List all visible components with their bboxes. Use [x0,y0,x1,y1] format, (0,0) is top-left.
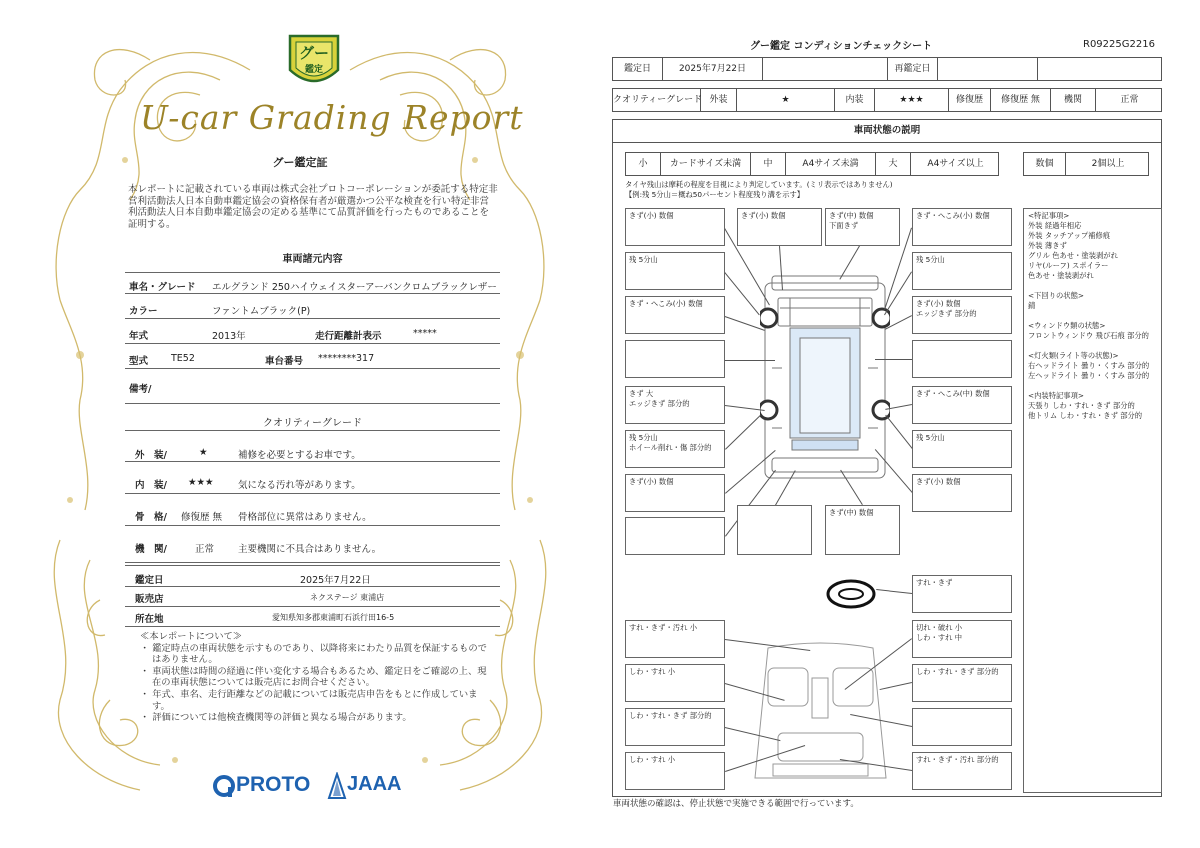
condition-line-1: 残 5分山 [916,433,945,442]
count-label: 数個 [1024,153,1066,175]
condition-box [912,208,1012,246]
size-small-desc: カードサイズ未満 [661,153,751,175]
condition-box [912,575,1012,613]
condition-line-1: しわ・すれ・きず 部分的 [916,667,999,676]
name-label: 車名・グレード [129,282,196,293]
condition-box [912,430,1012,468]
size-legend [625,152,999,176]
condition-box [625,340,725,378]
remarks-label: 備考/ [129,384,152,395]
date-empty [763,58,888,80]
grade-row-frame [125,494,500,526]
quality-grade-row [612,88,1162,112]
int-value: ★★★ [875,89,949,111]
mileage-label: 走行距離計表示 [315,331,382,342]
note-item-3: ・ 年式、車名、走行距離などの記載については販売店申告をもとに作成しています。 [140,688,478,712]
footer-logos [212,770,412,800]
year-label: 年式 [129,331,149,342]
tire-note-2: 【例:残 5分山＝概ね50パーセント程度残り溝を示す】 [625,190,805,199]
grade-row-interior [125,462,500,494]
special-note-line: 色あせ・塗装剥がれ [1028,271,1094,280]
goo-kantei-badge [286,30,342,92]
condition-line-1: すれ・きず・汚れ 部分的 [916,755,999,764]
special-note-line: 他トリム しわ・すれ・きず 部分的 [1028,411,1143,420]
tire-note-1: タイヤ残山は摩耗の程度を目視により判定しています。(ミリ表示ではありません) [625,180,893,189]
condition-line-1: きず(小) 数個 [629,211,674,220]
engine-label: 機関 [1051,89,1096,111]
condition-line-2: エッジきず 部分的 [629,399,690,408]
special-note-line: 右ヘッドライト 曇り・くすみ 部分的 [1028,361,1150,370]
special-note-line: 左ヘッドライト 曇り・くすみ 部分的 [1028,371,1150,380]
address-value: 愛知県知多郡東浦町石浜行田16-5 [272,613,395,622]
condition-line-1: すれ・きず・汚れ 小 [629,623,697,632]
special-note-line: 天張り しわ・すれ・きず 部分的 [1028,401,1135,410]
info-row-date [125,565,500,587]
int-label: 内装 [835,89,875,111]
grade-interior-desc: 気になる汚れ等があります。 [238,480,361,491]
grade-row-exterior [125,430,500,462]
note-item-2: ・ 車両状態は時間の経過に伴い変化する場合もあるため、鑑定日をご確認の上、現在の車両状態については販売店にお問合せください。 [140,665,487,689]
color-value: ファントムブラック(P) [212,306,311,317]
repair-value: 修復歴 無 [991,89,1051,111]
info-row-address [125,607,500,627]
condition-line-1: きず(小) 数個 [741,211,786,220]
condition-line-1: きず(小) 数個 [916,477,961,486]
certificate-statement: 本レポートに記載されている車両は株式会社プロトコーポレーションが委託する特定非営利活動法人日本自動車鑑定協会の資格保有者が厳選かつ公平な検査を行い特定非営利活動法人日本自動車鑑定協会の定める基準にて品質評価を行ったものであることを証明する。 [128,184,498,230]
date-row [612,57,1162,81]
spec-row-remarks [125,372,500,404]
count-legend [1023,152,1149,176]
redate-value [938,58,1038,80]
special-note-line: グリル 色あせ・塗装剥がれ [1028,251,1118,260]
condition-line-1: きず(中) 数個 [829,211,874,220]
condition-line-2: ホイール削れ・傷 部分的 [629,443,712,452]
special-note-line: フロントウィンドウ 飛び石痕 部分的 [1028,331,1149,340]
condition-box [912,752,1012,790]
special-note-line: <ウィンドウ類の状態> [1028,321,1106,330]
special-note-line: 外装 タッチアップ補修痕 [1028,231,1111,240]
grade-frame-value: 修復歴 無 [181,512,223,523]
grade-interior-label: 内 装/ [135,480,167,491]
condition-line-1: きず(小) 数個 [629,477,674,486]
condition-box [912,708,1012,746]
grade-exterior-label: 外 装/ [135,450,167,461]
special-note-line [1028,311,1157,321]
condition-box [625,252,725,290]
date-label: 鑑定日 [613,58,663,80]
condition-box [625,296,725,334]
grade-interior-value: ★★★ [188,477,214,488]
certificate-title: グー鑑定証 [272,156,328,169]
condition-line-1: しわ・すれ・きず 部分的 [629,711,712,720]
size-medium: 中 [751,153,786,175]
grade-engine-value: 正常 [195,544,215,555]
condition-box [912,340,1012,378]
condition-line-1: 残 5分山 [629,433,658,442]
grade-frame-label: 骨 格/ [135,512,167,523]
model-value: TE52 [171,353,195,364]
ext-label: 外装 [701,89,737,111]
spec-row-name [125,272,500,294]
condition-box [625,620,725,658]
condition-check-sheet-page [600,0,1200,848]
sheet-code: R09225G2216 [1083,39,1155,50]
condition-line-1: きず・へこみ(中) 数個 [916,389,990,398]
grade-frame-desc: 骨格部位に異常はありません。 [238,512,372,523]
sheet-title: グー鑑定 コンディションチェックシート [750,41,933,52]
car-top-view-diagram [760,268,890,488]
appraisal-date-value: 2025年7月22日 [300,575,371,586]
condition-line-1: きず(小) 数個 [916,299,961,308]
appraisal-date-label: 鑑定日 [135,575,164,586]
condition-line-1: しわ・すれ 小 [629,667,676,676]
date-value: 2025年7月22日 [663,58,763,80]
condition-box [737,505,812,555]
chassis-label: 車台番号 [265,356,304,367]
condition-box [625,517,725,555]
special-note-line: <内装特記事項> [1028,391,1085,400]
qg-label: クオリティーグレード [613,89,701,111]
car-interior-diagram [748,638,893,788]
special-note-line [1028,281,1157,291]
condition-box [912,664,1012,702]
condition-box [825,208,900,246]
condition-line-1: きず・へこみ(小) 数個 [916,211,990,220]
leader-line [725,360,775,361]
footer-note: 車両状態の確認は、停止状態で実施できる範囲で行っています。 [613,799,859,809]
special-note-line: <特記事項> [1028,211,1070,220]
badge-bottom-text: 鑑定 [304,65,323,75]
special-note-line: リヤ(ルーフ) スポイラー [1028,261,1109,270]
condition-box [912,474,1012,512]
grade-section-heading: クオリティーグレード [263,418,362,429]
count-desc: 2個以上 [1091,159,1125,169]
repair-label: 修復歴 [949,89,991,111]
condition-box [912,620,1012,658]
condition-box [625,386,725,424]
ext-value: ★ [737,89,835,111]
proto-logo-text: PROTO [236,773,311,796]
condition-line-1: 切れ・破れ 小 [916,623,963,632]
spec-section-heading: 車両諸元内容 [282,254,343,265]
report-script-title: U-car Grading Report [140,98,524,137]
name-value: エルグランド 250ハイウェイスターアーバンクロムブラックレザー [212,282,497,293]
address-label: 所在地 [135,614,164,625]
grade-engine-label: 機 関/ [135,544,167,555]
condition-box [912,386,1012,424]
report-notes [140,631,490,724]
special-note-line: 外装 薄きず [1028,241,1067,250]
steering-wheel-icon [825,577,877,611]
condition-line-1: きず 大 [629,389,654,398]
condition-box [625,430,725,468]
condition-line-1: すれ・きず [916,578,953,587]
condition-line-2: しわ・すれ 中 [916,633,963,642]
spec-row-model [125,347,500,369]
mileage-value: ***** [413,328,437,339]
size-large: 大 [876,153,911,175]
badge-top-text: グー [298,44,329,62]
engine-value: 正常 [1120,95,1139,105]
dealer-value: ネクステージ 東浦店 [310,593,385,602]
dealer-label: 販売店 [135,594,164,605]
condition-line-1: 残 5分山 [916,255,945,264]
notes-heading: ≪本レポートについて≫ [140,631,243,642]
leader-line [875,359,912,360]
size-medium-desc: A4サイズ未満 [786,153,876,175]
condition-box [825,505,900,555]
condition-line-2: 下面きず [829,221,859,230]
condition-line-1: 残 5分山 [629,255,658,264]
redate-label: 再鑑定日 [888,58,938,80]
special-note-line: 外装 経過年相応 [1028,221,1082,230]
color-label: カラー [129,306,158,317]
condition-box [625,708,725,746]
redate-empty [1038,58,1163,80]
condition-line-1: しわ・すれ 小 [629,755,676,764]
grade-engine-desc: 主要機関に不具合はありません。 [238,544,382,555]
condition-line-1: きず(中) 数個 [829,508,874,517]
special-notes [1023,208,1162,793]
grade-exterior-value: ★ [199,447,208,458]
condition-box [912,296,1012,334]
description-heading: 車両状態の説明 [612,119,1162,143]
condition-box [625,752,725,790]
spec-row-color [125,297,500,319]
special-note-line: 錆 [1028,301,1036,310]
spec-row-year [125,322,500,344]
special-note-line [1028,381,1157,391]
condition-box [625,208,725,246]
jaaa-logo-icon [327,772,347,800]
grade-exterior-desc: 補修を必要とするお車です。 [238,450,361,461]
year-value: 2013年 [212,331,246,342]
condition-box [737,208,822,246]
condition-box [912,252,1012,290]
grade-row-engine [125,526,500,563]
jaaa-logo-text: JAAA [347,773,402,795]
chassis-value: ********317 [318,353,375,364]
special-note-line: <下回りの状態> [1028,291,1085,300]
special-note-line [1028,341,1157,351]
condition-line-1: きず・へこみ(小) 数個 [629,299,703,308]
size-large-desc: A4サイズ以上 [927,159,984,169]
note-item-4: ・ 評価については他検査機関等の評価と異なる場合があります。 [140,712,412,724]
condition-box [625,474,725,512]
size-small: 小 [626,153,661,175]
model-label: 型式 [129,356,149,367]
condition-box [625,664,725,702]
info-row-dealer [125,587,500,607]
note-item-1: ・ 鑑定時点の車両状態を示すものであり、以降将来にわたり品質を保証するものではありません。 [140,642,487,666]
condition-line-2: エッジきず 部分的 [916,309,977,318]
special-note-line: <灯火類(ライト等の状態)> [1028,351,1119,360]
